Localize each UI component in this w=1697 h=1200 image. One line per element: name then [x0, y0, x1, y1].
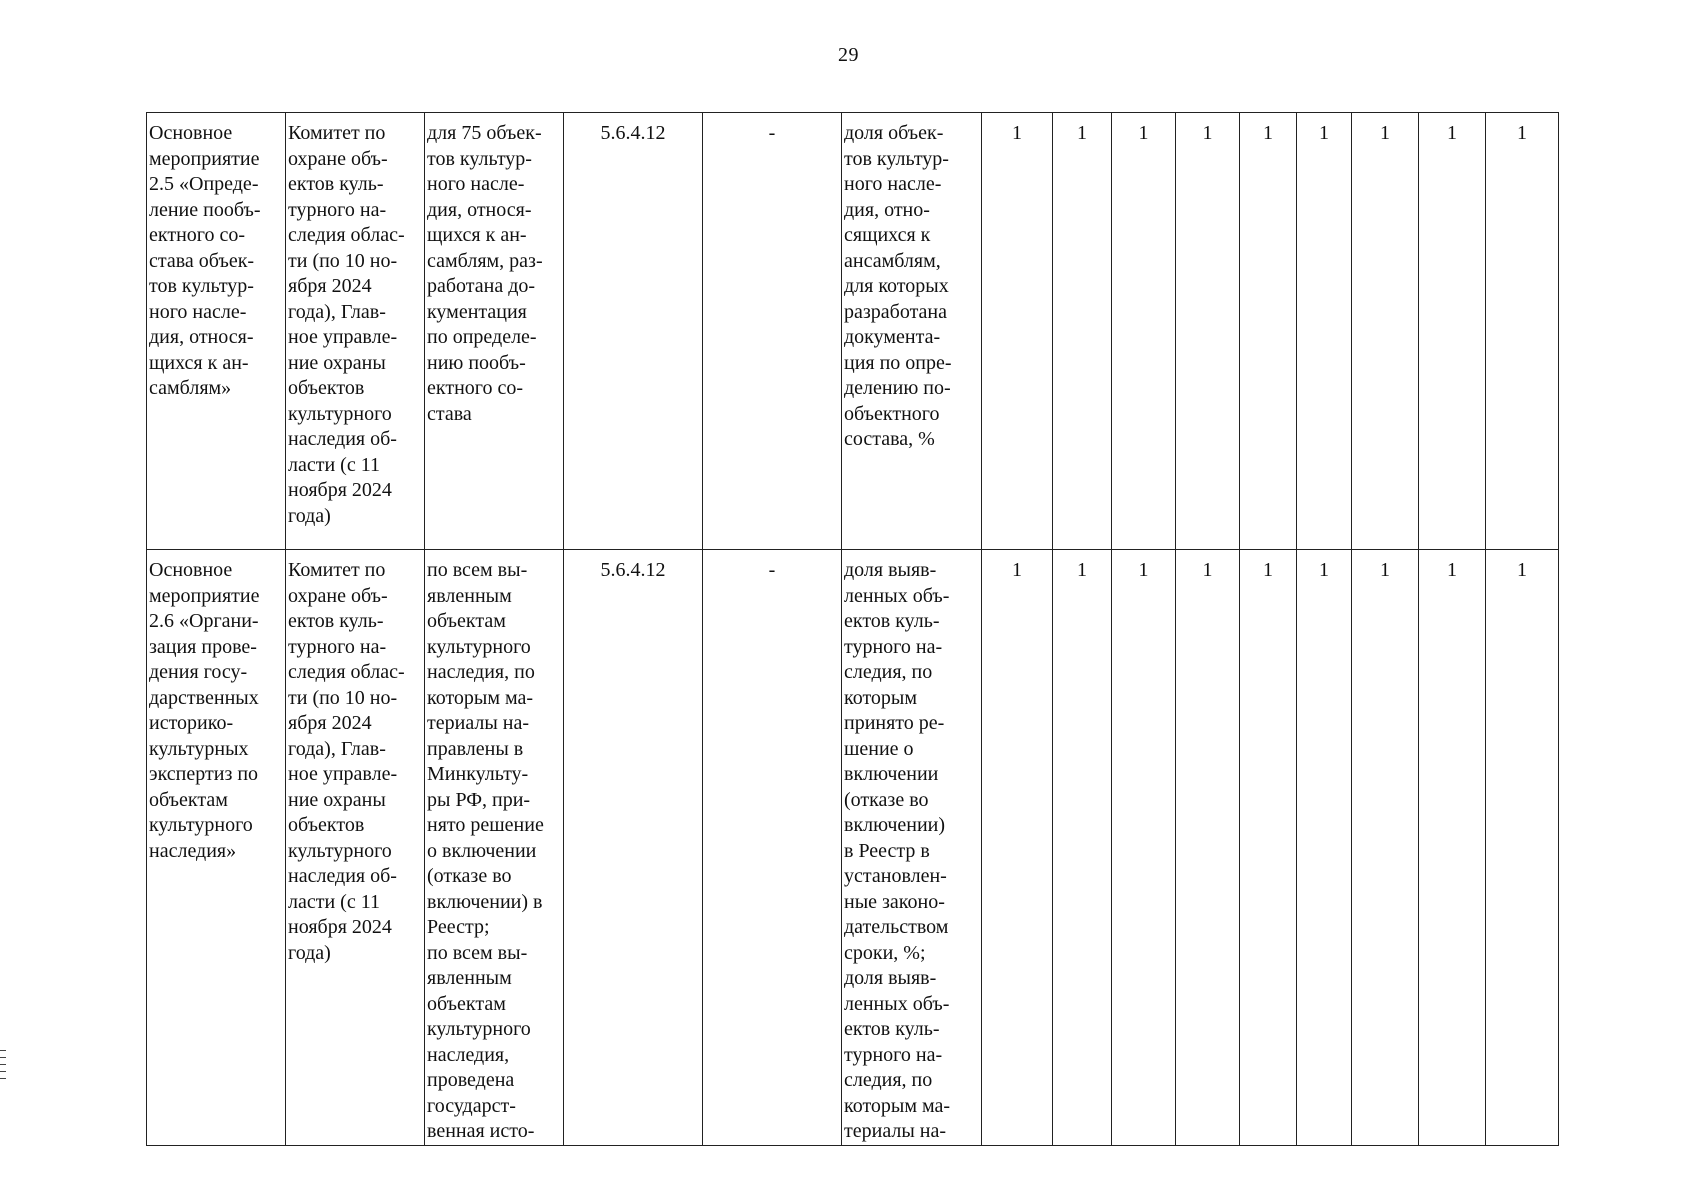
result-cell: для 75 объек- тов культур- ного насле- дия, относя- щихся к ан- самблям, раз- работана до- кументация по определе- нию пообъ- ектного со- става — [425, 113, 564, 550]
value-cell: 1 — [1240, 113, 1297, 550]
value-cell: 1 — [1297, 550, 1352, 1146]
value-cell: 1 — [1176, 113, 1240, 550]
program-table — [146, 112, 1559, 1146]
table-row — [147, 550, 1559, 1146]
measure-cell: Основное мероприятие 2.6 «Органи- зация прове- дения госу- дарственных историко- культурных экспертиз по объектам культурного наследия» — [147, 550, 286, 1146]
value-cell: 1 — [982, 113, 1053, 550]
measure-cell: Основное мероприятие 2.5 «Опреде- ление пообъ- ектного со- става объек- тов культур- ного насле- дия, относя- щихся к ан- самблям» — [147, 113, 286, 550]
indicator-cell: доля объек- тов культур- ного насле- дия, отно- сящихся к ансамблям, для которых разработана документа- ция по опре- делению по- объектного состава, % — [842, 113, 982, 550]
value-cell: 1 — [1053, 550, 1112, 1146]
value-cell: 1 — [1419, 550, 1486, 1146]
result-cell: по всем вы- явленным объектам культурного наследия, по которым ма- териалы на- правлены в Минкульту- ры РФ, при- нято решение о включении (отказе во включении) в Реестр; по всем вы- явленным объектам культурного наследия, проведена государст- венная исто- — [425, 550, 564, 1146]
dash-cell: - — [703, 550, 842, 1146]
value-cell: 1 — [1240, 550, 1297, 1146]
value-cell: 1 — [1352, 550, 1419, 1146]
value-cell: 1 — [1486, 550, 1559, 1146]
table-row — [147, 113, 1559, 550]
value-cell: 1 — [1112, 113, 1176, 550]
executor-cell: Комитет по охране объ- ектов куль- турного на- следия облас- ти (по 10 но- ября 2024 года), Глав- ное управле- ние охраны объектов культурного наследия об- ласти (с 11 ноября 2024 года) — [286, 113, 425, 550]
value-cell: 1 — [1352, 113, 1419, 550]
scan-edge-marks — [0, 1050, 8, 1100]
dash-cell: - — [703, 113, 842, 550]
page-number: 29 — [838, 44, 859, 66]
value-cell: 1 — [1297, 113, 1352, 550]
value-cell: 1 — [1176, 550, 1240, 1146]
executor-cell: Комитет по охране объ- ектов куль- турного на- следия облас- ти (по 10 но- ября 2024 года), Глав- ное управле- ние охраны объектов культурного наследия об- ласти (с 11 ноября 2024 года) — [286, 550, 425, 1146]
value-cell: 1 — [982, 550, 1053, 1146]
indicator-cell: доля выяв- ленных объ- ектов куль- турного на- следия, по которым принято ре- шение о включении (отказе во включении) в Реестр в установлен- ные законо- дательством сроки, %; доля выяв- ленных объ- ектов куль- турного на- следия, по которым ма- териалы на- — [842, 550, 982, 1146]
value-cell: 1 — [1419, 113, 1486, 550]
code-cell: 5.6.4.12 — [564, 550, 703, 1146]
value-cell: 1 — [1486, 113, 1559, 550]
value-cell: 1 — [1112, 550, 1176, 1146]
value-cell: 1 — [1053, 113, 1112, 550]
code-cell: 5.6.4.12 — [564, 113, 703, 550]
